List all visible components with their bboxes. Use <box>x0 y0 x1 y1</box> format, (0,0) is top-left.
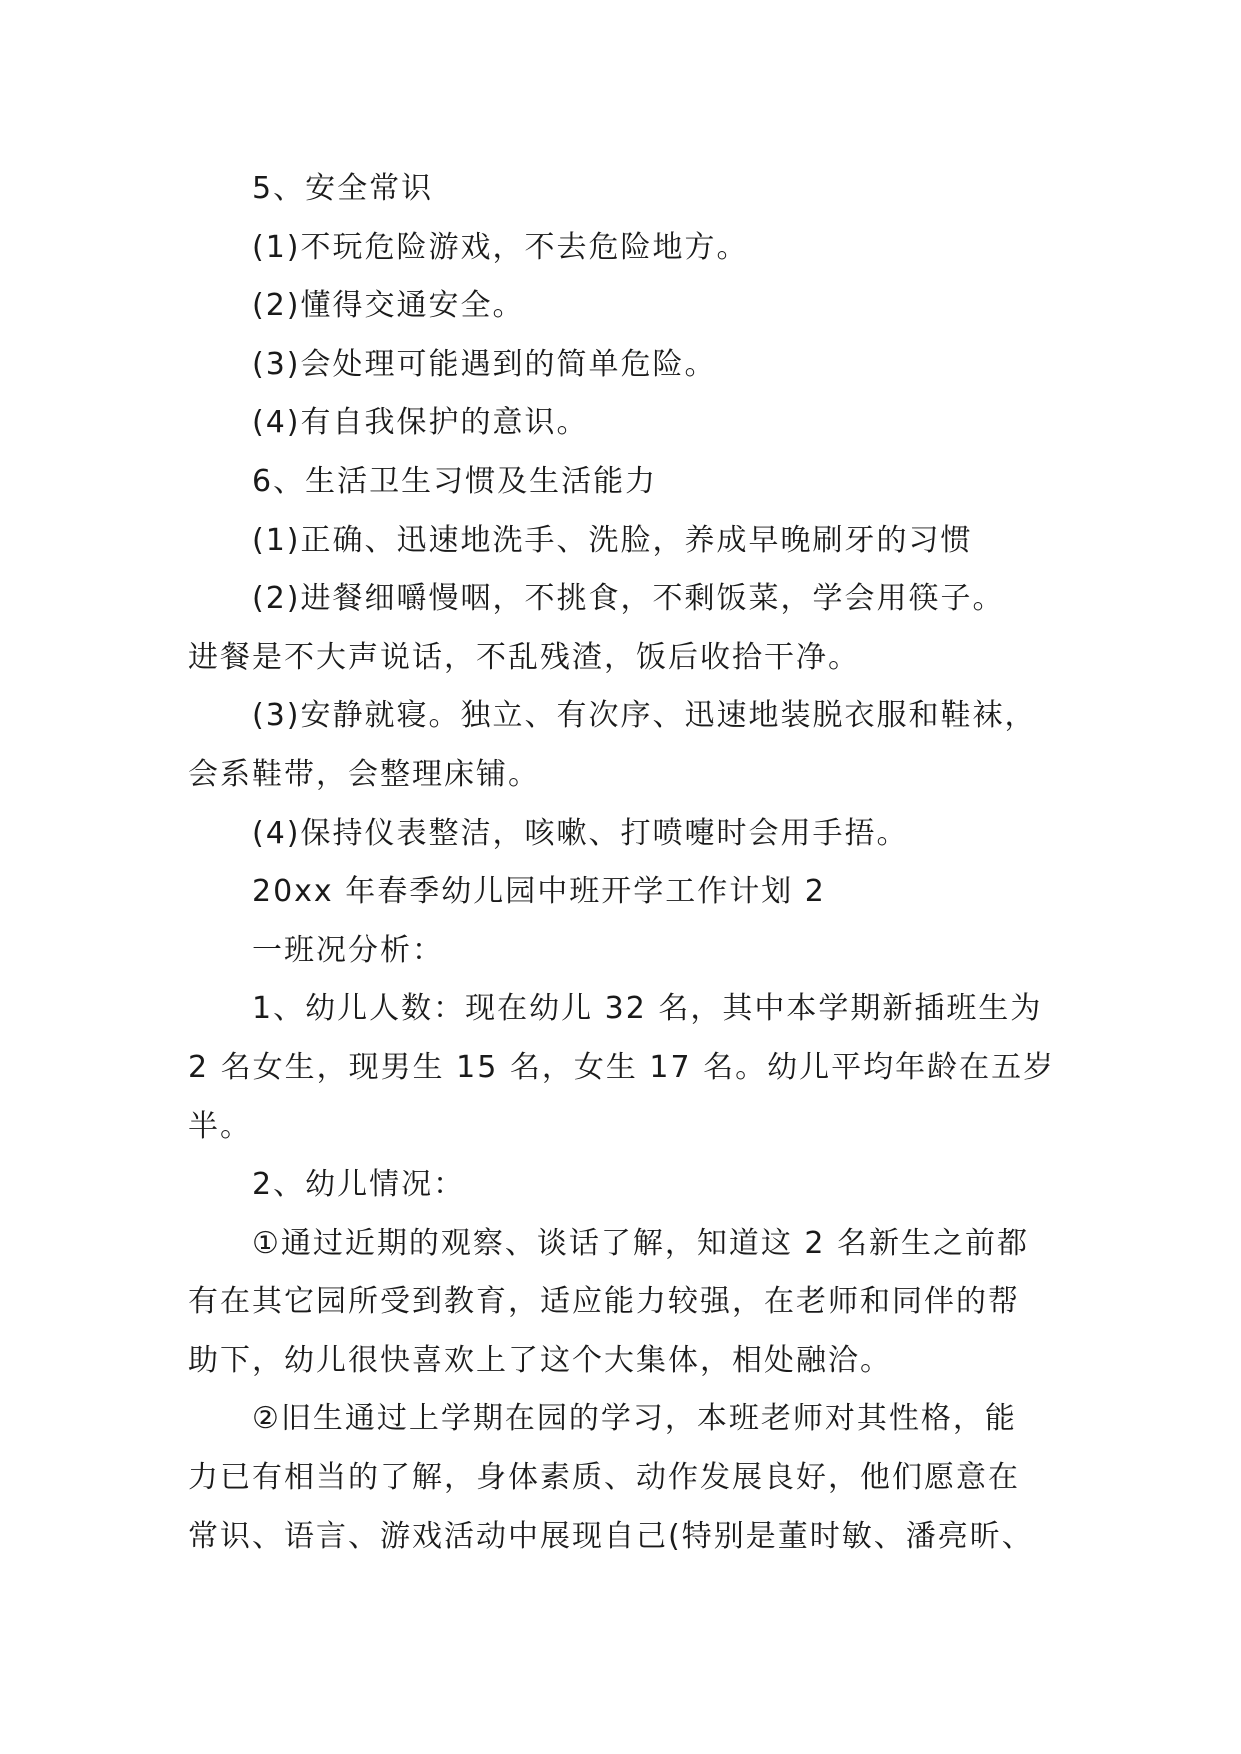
paragraph-continuation: 力已有相当的了解，身体素质、动作发展良好，他们愿意在 <box>188 1460 1020 1496</box>
paragraph-continuation: 常识、语言、游戏活动中展现自己(特别是董时敏、潘亮昕、 <box>188 1518 1034 1554</box>
paragraph-continuation: 会系鞋带，会整理床铺。 <box>188 756 540 792</box>
section-heading-class-analysis: 一班况分析： <box>252 932 444 968</box>
list-item: (3)会处理可能遇到的简单危险。 <box>252 346 717 382</box>
paragraph-continuation: 半。 <box>188 1108 252 1144</box>
paragraph-line: ①通过近期的观察、谈话了解，知道这 2 名新生之前都 <box>252 1225 1030 1261</box>
list-item: (3)安静就寝。独立、有次序、迅速地装脱衣服和鞋袜， <box>252 698 1037 734</box>
section-heading-safety: 5、安全常识 <box>252 171 434 206</box>
list-item: (1)正确、迅速地洗手、洗脸，养成早晚刷牙的习惯 <box>252 522 973 558</box>
list-item: (2)懂得交通安全。 <box>252 288 525 324</box>
section-heading-children-status: 2、幼儿情况： <box>252 1167 466 1203</box>
list-item: (4)保持仪表整洁，咳嗽、打喷嚏时会用手捂。 <box>252 815 909 851</box>
document-subtitle: 20xx 年春季幼儿园中班开学工作计划 2 <box>252 874 826 910</box>
document-body <box>188 160 1078 1566</box>
list-item: (2)进餐细嚼慢咽，不挑食，不剩饭菜，学会用筷子。 <box>252 581 1005 617</box>
paragraph-continuation: 有在其它园所受到教育，适应能力较强，在老师和同伴的帮 <box>188 1284 1020 1320</box>
section-heading-hygiene: 6、生活卫生习惯及生活能力 <box>252 463 658 499</box>
paragraph-line: 1、幼儿人数：现在幼儿 32 名，其中本学期新插班生为 <box>252 991 1043 1027</box>
list-item: (4)有自我保护的意识。 <box>252 405 589 441</box>
list-item: (1)不玩危险游戏，不去危险地方。 <box>252 229 749 265</box>
paragraph-continuation: 2 名女生，现男生 15 名，女生 17 名。幼儿平均年龄在五岁 <box>188 1049 1056 1085</box>
paragraph-continuation: 进餐是不大声说话，不乱残渣，饭后收拾干净。 <box>188 639 860 675</box>
paragraph-line: ②旧生通过上学期在园的学习，本班老师对其性格，能 <box>252 1401 1017 1437</box>
paragraph-continuation: 助下，幼儿很快喜欢上了这个大集体，相处融洽。 <box>188 1342 892 1378</box>
